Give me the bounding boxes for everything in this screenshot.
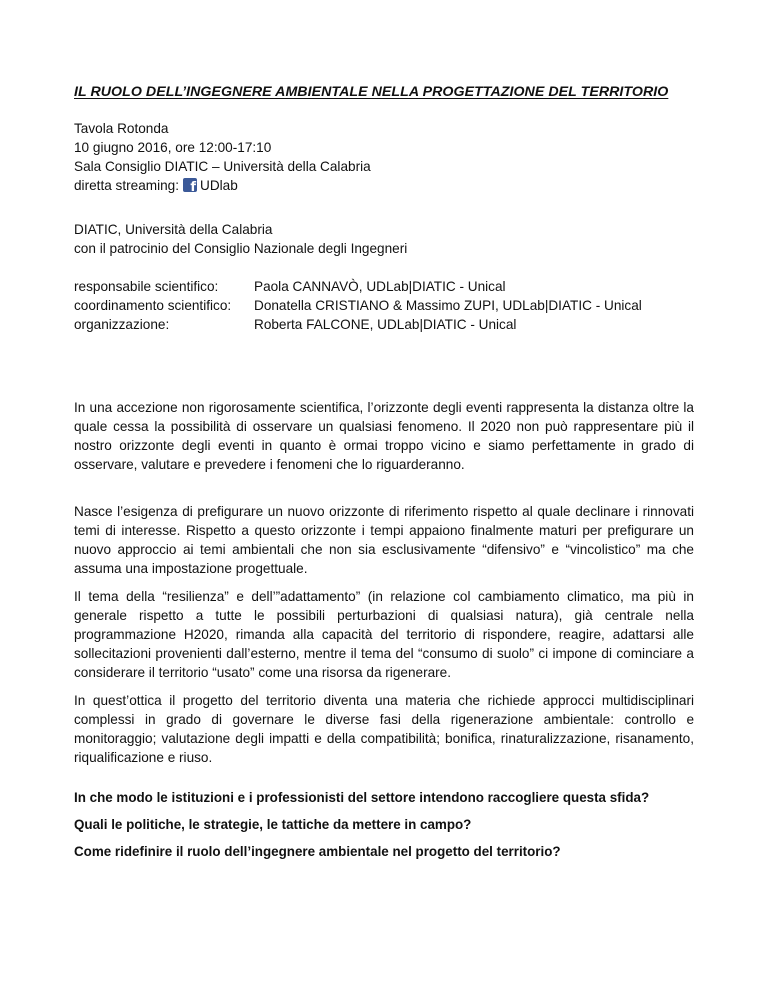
role-label: responsabile scientifico: bbox=[74, 279, 219, 294]
role-row bbox=[74, 296, 642, 315]
event-details bbox=[74, 119, 371, 195]
role-value: Roberta FALCONE, UDLab|DIATIC - Unical bbox=[254, 317, 517, 332]
body-paragraph: Nasce l’esigenza di prefigurare un nuovo orizzonte di riferimento rispetto al quale declinare i rinnovati temi di interesse. Rispetto a questo orizzonte i tempi appaiono finalmente maturi per prefigurare un nuovo approccio ai temi ambientali che non sia esclusivamente “difensivo” e “vincolistico” ma che assuma una impostazione progettuale. bbox=[74, 504, 694, 576]
role-value: Donatella CRISTIANO & Massimo ZUPI, UDLab|DIATIC - Unical bbox=[254, 298, 642, 313]
streaming-label: diretta streaming: bbox=[74, 178, 180, 193]
facebook-icon[interactable]: f bbox=[183, 178, 197, 192]
question: In che modo le istituzioni e i professionisti del settore intendono raccogliere questa sfida? bbox=[74, 790, 650, 805]
document-title: IL RUOLO DELL’INGEGNERE AMBIENTALE NELLA PROGETTAZIONE DEL TERRITORIO bbox=[74, 84, 669, 100]
organizer-line: DIATIC, Università della Calabria bbox=[74, 222, 273, 237]
question: Come ridefinire il ruolo dell’ingegnere ambientale nel progetto del territorio? bbox=[74, 844, 561, 859]
body-paragraph: In quest’ottica il progetto del territorio diventa una materia che richiede approcci multidisciplinari complessi in grado di governare le diverse fasi della rigenerazione ambientale: controllo e monitoraggio; valutazione degli impatti e della compatibilità; bonifica, rinaturalizzazione, risanamento, riqualificazione e riuso. bbox=[74, 693, 694, 765]
patronage-line: con il patrocinio del Consiglio Nazionale degli Ingegneri bbox=[74, 241, 408, 256]
streaming-name[interactable]: UDlab bbox=[200, 178, 238, 193]
body-paragraph: Il tema della “resilienza” e dell’”adattamento” (in relazione col cambiamento climatico, ma più in generale rispetto a tutte le possibili perturbazioni di qualsiasi natura), già centrale nella programmazione H2020, rimanda alla capacità del territorio di rispondere, reagire, adattarsi alle sollecitazioni provenienti dall’esterno, mentre il tema del “consumo di suolo” ci impone di cominciare a considerare il territorio “usato” come una risorsa da rigenerare. bbox=[74, 589, 694, 680]
body-paragraph: In una accezione non rigorosamente scientifica, l’orizzonte degli eventi rappresenta la distanza oltre la quale cessa la possibilità di osservare un qualsiasi fenomeno. Il 2020 non può rappresentare più il nostro orizzonte degli eventi in quanto è ormai troppo vicino e siamo perfettamente in grado di osservare, valutare e prevedere i fenomeni che lo riguarderanno. bbox=[74, 400, 694, 472]
roles-list bbox=[74, 277, 642, 334]
role-value: Paola CANNAVÒ, UDLab|DIATIC - Unical bbox=[254, 279, 506, 294]
role-row bbox=[74, 277, 642, 296]
organizer-block bbox=[74, 220, 407, 258]
streaming-line bbox=[74, 176, 371, 195]
question: Quali le politiche, le strategie, le tattiche da mettere in campo? bbox=[74, 817, 472, 832]
role-label: coordinamento scientifico: bbox=[74, 298, 232, 313]
event-venue: Sala Consiglio DIATIC – Università della Calabria bbox=[74, 159, 371, 174]
role-row bbox=[74, 315, 642, 334]
role-label: organizzazione: bbox=[74, 317, 170, 332]
event-date: 10 giugno 2016, ore 12:00-17:10 bbox=[74, 140, 272, 155]
event-type: Tavola Rotonda bbox=[74, 121, 169, 136]
